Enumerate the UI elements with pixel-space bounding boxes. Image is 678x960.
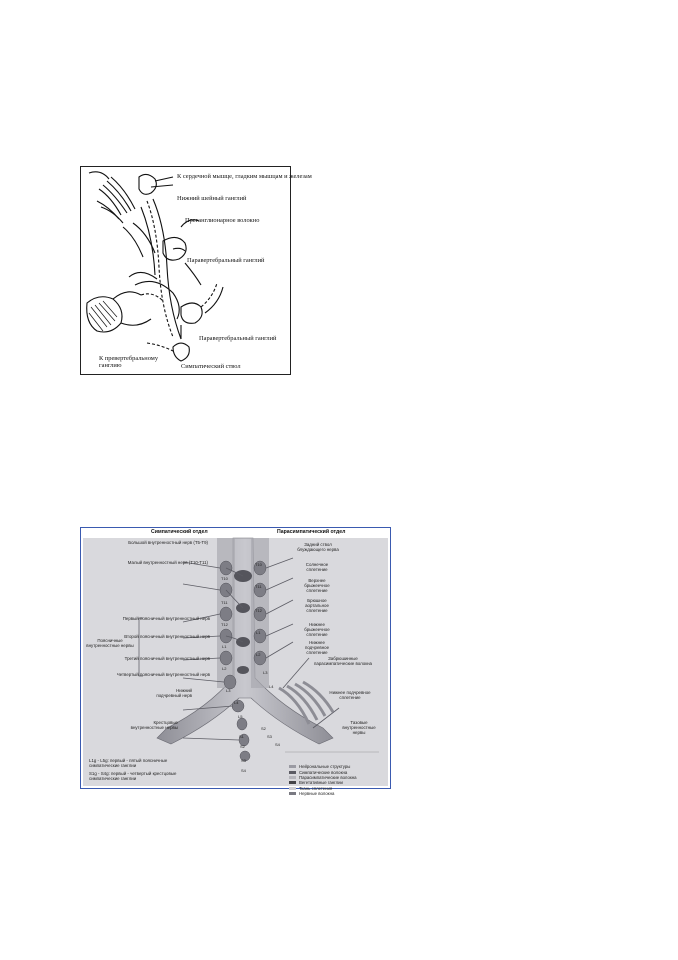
segment-T10: T10 [221, 576, 228, 581]
segment-right-L2: L2 [256, 652, 261, 657]
segment-S1: S1 [239, 734, 244, 739]
label-superior-hypogastric: Нижнее подчревное сплетение [304, 640, 330, 655]
label-fourth-lumbar: Четвертый поясничный внутренностный нерв [116, 672, 210, 677]
segment-T12: T12 [221, 622, 228, 627]
label-lesser-splanchnic: Малый внутренностный нерв (T10-T11) [127, 560, 208, 565]
segment-L4: L4 [234, 700, 239, 705]
label-hypogastric: Нижний подчревный нерв [156, 688, 192, 698]
segment-right-L3: L3 [263, 670, 268, 675]
legend-label: Вегетативные ганглии [299, 780, 343, 786]
note-lumbar-ganglia: L1g - L5g: первый - пятый поясничные симпатические ганглии [89, 758, 168, 768]
legend-label: Симпатические волокна [299, 769, 348, 775]
legend-swatch [289, 787, 296, 790]
legend-label: Нервные волокна [299, 791, 335, 797]
legend [289, 764, 357, 796]
diagram-panel [83, 538, 388, 797]
label-pelvic-splanchnic: Тазовые внутренностные нервы [342, 720, 376, 735]
segment-right-T10: T10 [255, 562, 262, 567]
label-third-lumbar: Третий поясничный внутренностный нерв [124, 656, 210, 661]
label-superior-mesenteric: Верхнее брыжеечное сплетение [304, 578, 330, 593]
legend-swatch [289, 771, 296, 774]
legend-item [289, 769, 357, 774]
label-greater-splanchnic: Большой внутренностный нерв (T5-T9) [128, 540, 208, 545]
legend-swatch [289, 776, 296, 779]
segment-L1: L1 [222, 644, 227, 649]
label-inferior-mesenteric: Нижнее брыжеечное сплетение [304, 622, 330, 637]
segment-S4: S4 [241, 768, 246, 773]
segment-right-L1: L1 [256, 630, 261, 635]
segment-S3: S3 [241, 758, 246, 763]
label-celiac-plexus: Солнечное сплетение [305, 562, 329, 572]
label-inferior-hypogastric: Нижнее подчревное сплетение [329, 690, 371, 700]
label-preganglionic-fiber: Преганглионарное волокно [185, 217, 260, 224]
legend-item [289, 791, 357, 796]
legend-swatch [289, 781, 296, 784]
legend-label: Ткань сплетения [299, 785, 333, 791]
label-aortic-plexus: Брюшное аортальное сплетение [305, 598, 329, 613]
legend-item [289, 775, 357, 780]
segment-right-S4: S4 [275, 742, 280, 747]
segment-right-L4: L4 [269, 684, 274, 689]
heading-sympathetic: Симпатический отдел [151, 529, 208, 535]
label-second-lumbar: Второй поясничный внутренностный нерв [124, 634, 210, 639]
legend-swatch [289, 792, 296, 795]
label-prevertebral-ganglion: К превертебральному ганглию [99, 355, 159, 369]
label-first-lumbar: Первый поясничный внутренностный нерв [122, 616, 210, 621]
segment-L2: L2 [222, 666, 227, 671]
note-sacral-ganglia: S1g - S4g: первый - четвертый крестцовые симпатические ганглии [89, 771, 177, 781]
segment-right-S3: S3 [267, 734, 272, 739]
label-lumbar-group: Поясничные внутренностные нервы [86, 638, 134, 648]
label-parasympathetic-fibers: Забрюшинные парасимпатические волокна [314, 656, 372, 666]
label-paravertebral-ganglion-lower: Паравертебральный ганглий [199, 335, 277, 342]
legend-swatch [289, 765, 296, 768]
sympathetic-trunk-diagram [80, 166, 312, 375]
legend-label: Парасимпатические волокна [299, 774, 357, 780]
legend-item [289, 764, 357, 769]
label-vagal-trunk: Задний ствол блуждающего нерва [297, 542, 339, 552]
label-heart: К сердечной мышце, гладким мышцам и железам [177, 173, 312, 180]
segment-right-T12: T12 [255, 608, 262, 613]
segment-right-T11: T11 [255, 584, 262, 589]
segment-L3: L3 [226, 688, 231, 693]
label-sacral: Крестцовые внутренностные нервы [130, 720, 178, 730]
segment-right-S2: S2 [261, 726, 266, 731]
segment-L5: L5 [238, 714, 243, 719]
label-sympathetic-trunk: Симпатический ствол [181, 363, 241, 370]
autonomic-plexus-diagram [80, 527, 391, 797]
segment-S2: S2 [240, 744, 245, 749]
segment-T11: T11 [221, 600, 228, 605]
label-inferior-cervical-ganglion: Нижний шейный ганглий [177, 195, 247, 202]
heading-parasympathetic: Парасимпатический отдел [277, 529, 346, 535]
legend-label: Нейрональные структуры [299, 764, 351, 770]
label-paravertebral-ganglion-upper: Паравертебральный ганглий [187, 257, 265, 264]
